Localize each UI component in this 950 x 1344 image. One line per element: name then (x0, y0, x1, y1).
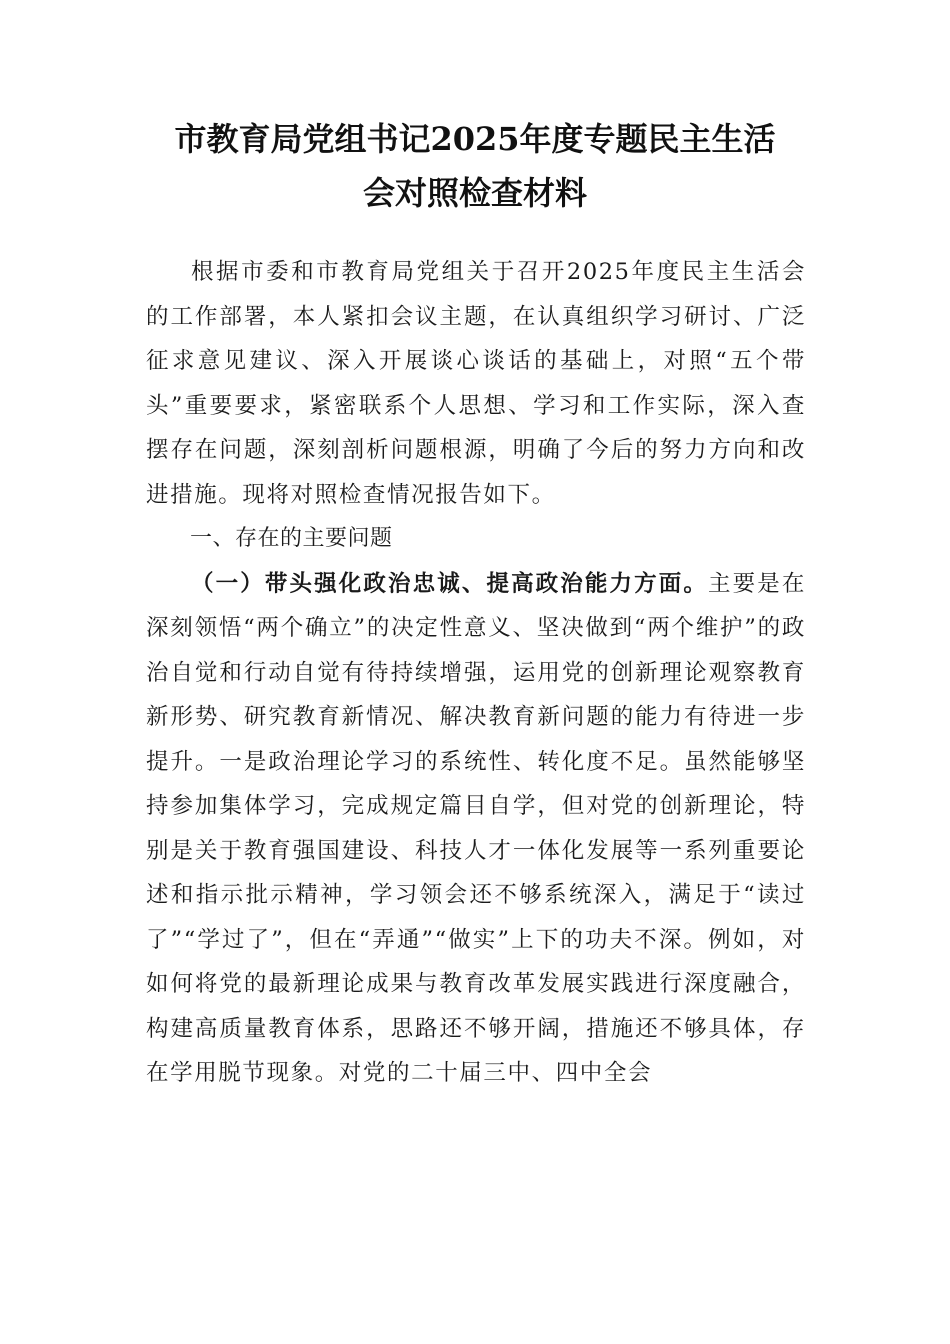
section-heading-1: 一、存在的主要问题 (190, 526, 393, 551)
document-title (140, 112, 810, 220)
title-line-2: 会对照检查材料 (362, 174, 587, 212)
item-1-body: 主要是在深刻领悟“两个确立”的决定性意义、坚决做到“两个维护”的政治自觉和行动自觉有待持续增强，运用党的创新理论观察教育新形势、研究教育新情况、解决教育新问题的能力有待进一步提升。一是政治理论学习的系统性、转化度不足。虽然能够坚持参加集体学习，完成规定篇目自学，但对党的创新理论，特别是关于教育强国建设、科技人才一体化发展等一系列重要论述和指示批示精神，学习领会还不够系统深入，满足于“读过了”“学过了”，但在“弄通”“做实”上下的功夫不深。例如，对如何将党的最新理论成果与教育改革发展实践进行深度融合，构建高质量教育体系，思路还不够开阔，措施还不够具体，存在学用脱节现象。对党的二十届三中、四中全会 (146, 570, 806, 1086)
intro-paragraph: 根据市委和市教育局党组关于召开2025年度民主生活会的工作部署，本人紧扣会议主题，在认真组织学习研讨、广泛征求意见建议、深入开展谈心谈话的基础上，对照“五个带头”重要要求，紧密联系个人思想、学习和工作实际，深入查摆存在问题，深刻剖析问题根源，明确了今后的努力方向和改进措施。现将对照检查情况报告如下。 (146, 259, 806, 508)
document-body (146, 250, 806, 1096)
item-1-lead: （一）带头强化政治忠诚、提高政治能力方面。 (191, 570, 709, 597)
title-line-1: 市教育局党组书记2025年度专题民主生活 (174, 120, 776, 158)
item-1-paragraph (146, 562, 806, 1096)
